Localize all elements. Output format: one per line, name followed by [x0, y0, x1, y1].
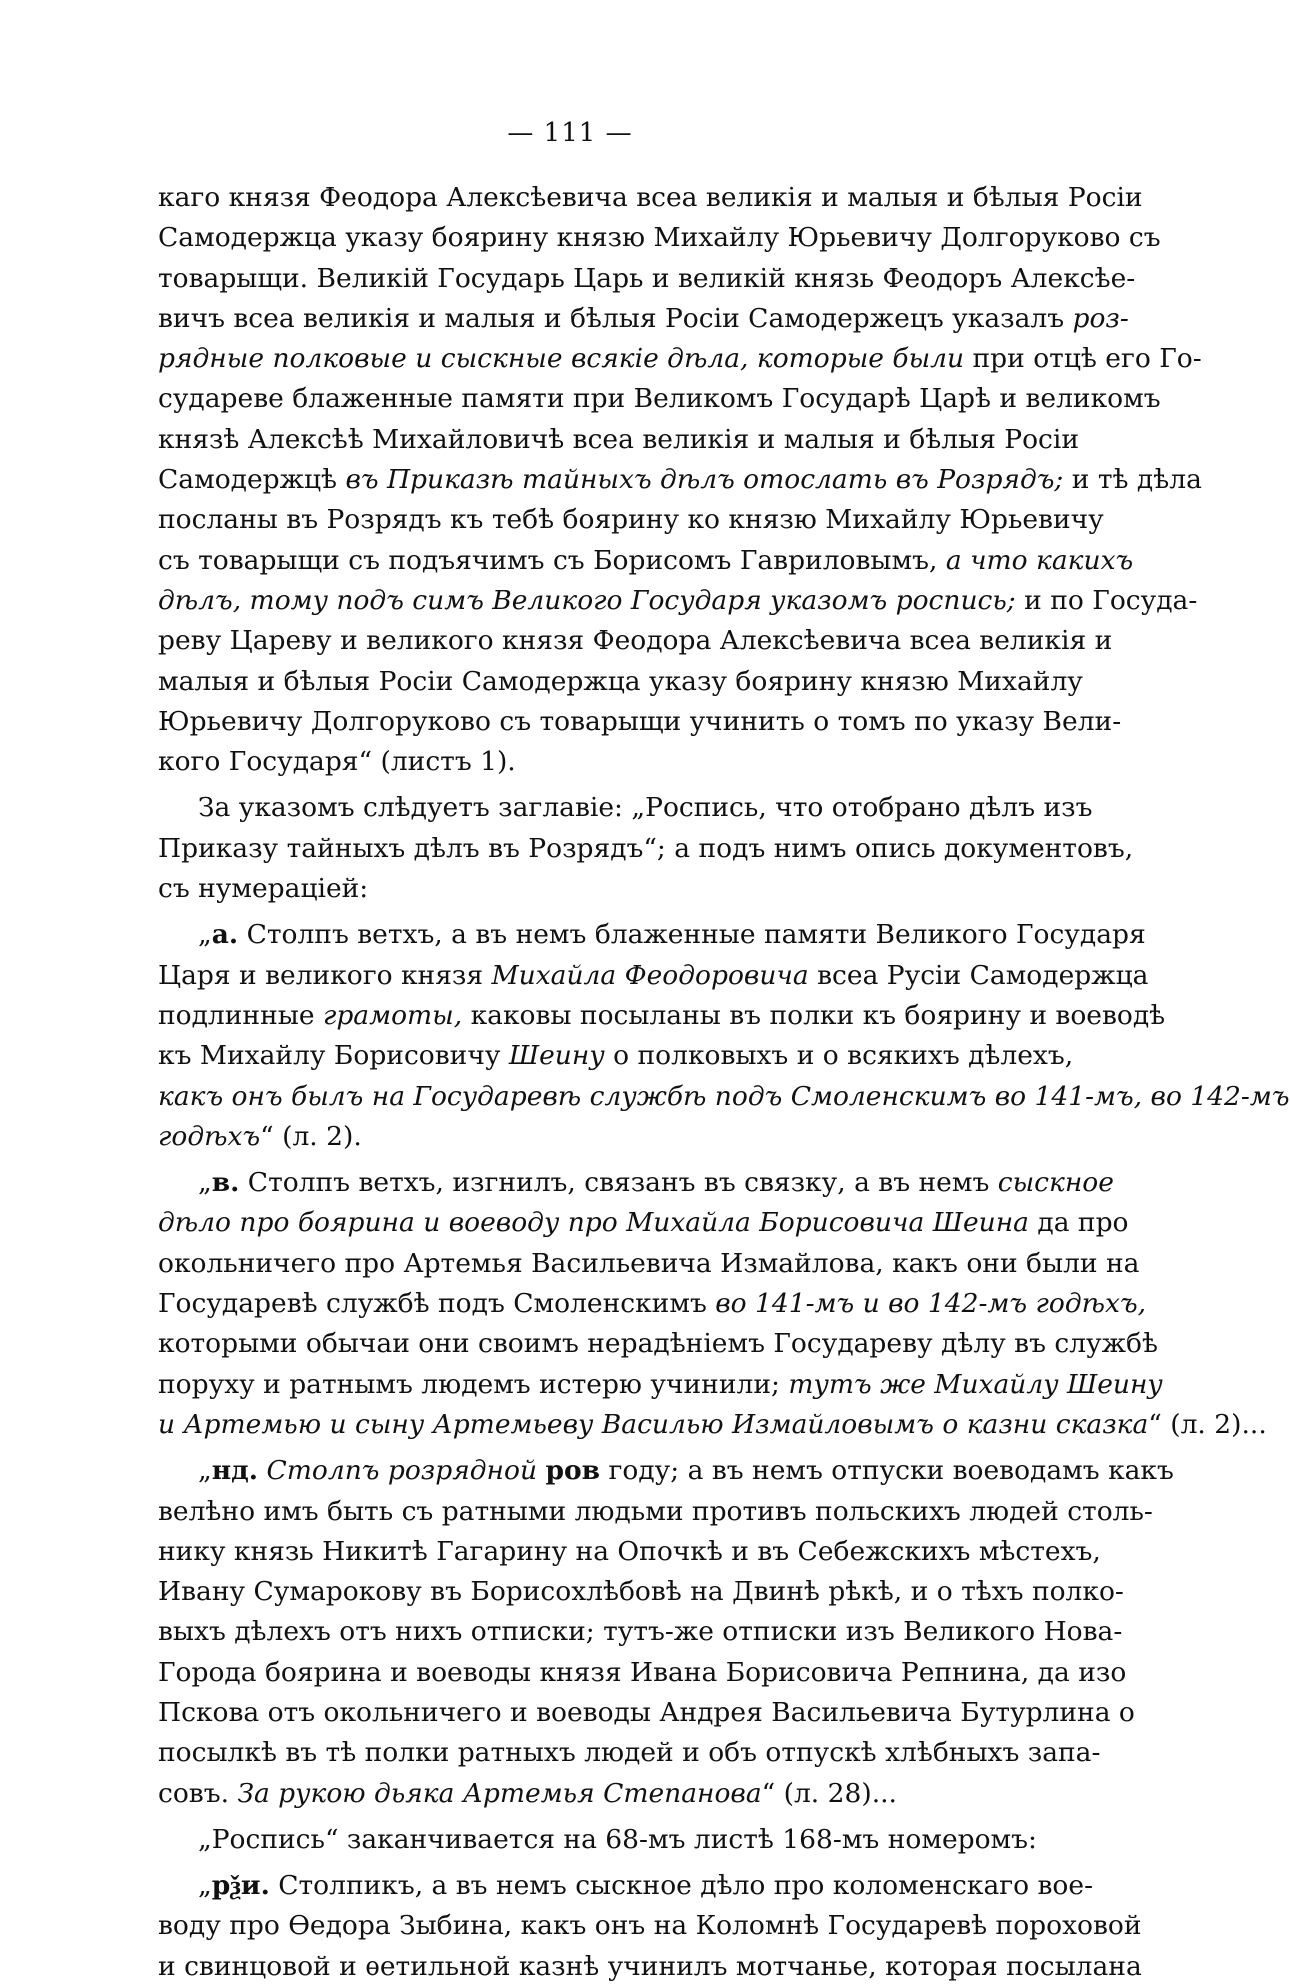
text-run: выхъ дѣлехъ отъ нихъ отписки; тутъ-же отписки изъ Великого Нова-: [158, 1616, 1123, 1648]
text-run: Столпикъ, а въ немъ сыскное дѣло про коломенскаго вое-: [269, 1870, 1094, 1902]
line-content: [158, 666, 1083, 697]
text-line: [158, 1733, 1101, 1773]
text-run: „: [198, 919, 212, 951]
line-content: [158, 1207, 1129, 1238]
line-content: [158, 746, 516, 777]
text-run: реву Цареву и великого князя Феодора Алексѣевича всеа великія и: [158, 625, 1113, 657]
line-content: [198, 792, 1092, 823]
italic-run: Михайла Феодоровича: [491, 959, 809, 991]
text-run: “ (л. 2).: [260, 1120, 362, 1152]
italic-run: годѣхъ: [158, 1120, 261, 1152]
italic-run: тутъ же Михайлу Шеину: [788, 1368, 1163, 1400]
text-line: [158, 178, 1143, 218]
line-content: [158, 1040, 1073, 1071]
text-run: и свинцовой и ѳетильной казнѣ учинилъ мотчанье, которая посылана: [158, 1950, 1142, 1982]
line-content: [158, 960, 1148, 991]
text-run: Юрьевичу Долгоруково съ товарыщи учинить о томъ по указу Вели-: [158, 705, 1122, 737]
line-content: [158, 222, 1161, 253]
line-content: [158, 464, 1202, 495]
text-run: судареве блаженные памяти при Великомъ Государѣ Царѣ и великомъ: [158, 383, 1161, 415]
text-run: съ товарыщи съ подъячимъ съ Борисомъ Гавриловымъ,: [158, 544, 946, 576]
text-run: и тѣ дѣла: [1063, 464, 1202, 496]
bold-run: рѯи.: [211, 1870, 270, 1902]
italic-run: грамоты,: [322, 999, 463, 1031]
text-line: [158, 1693, 1135, 1733]
text-line: [158, 1451, 1174, 1491]
line-content: [158, 1697, 1135, 1728]
text-run: князѣ Алексѣѣ Михайловичѣ всеа великія и малыя и бѣлыя Росіи: [158, 423, 1080, 455]
text-line: [158, 259, 1136, 299]
line-content: [158, 1248, 1139, 1279]
text-line: [158, 1036, 1074, 1076]
line-content: [158, 424, 1079, 455]
text-line: [158, 1117, 980, 1157]
line-content: [158, 182, 1143, 213]
line-content: [198, 1870, 1093, 1901]
text-line: [158, 788, 1093, 828]
italic-run: сыскное: [997, 1167, 1114, 1199]
text-run: Самодержца указу боярину князю Михайлу Юрьевичу Долгоруково съ: [158, 222, 1161, 254]
text-line: [158, 1947, 1142, 1987]
line-content: [158, 1081, 1290, 1112]
text-run: совъ.: [158, 1777, 238, 1809]
text-run: подлинные: [158, 999, 323, 1031]
text-line: [158, 1866, 1094, 1906]
text-run: Самодержцѣ: [158, 464, 346, 496]
text-line: [158, 742, 980, 782]
text-run: За указомъ слѣдуетъ заглавіе: „Роспись, что отобрано дѣлъ изъ: [198, 792, 1093, 824]
line-content: [158, 545, 1133, 576]
text-run: нику князь Никитѣ Гагарину на Опочкѣ и въ Себежскихъ мѣстехъ,: [158, 1535, 1101, 1567]
text-run: воду про Ѳедора Зыбина, какъ онъ на Коломнѣ Государевѣ пороховой: [158, 1910, 1142, 1942]
line-content: [198, 1824, 1037, 1855]
text-run: каковы посыланы въ полки къ боярину и воеводѣ: [462, 999, 1166, 1031]
text-line: [158, 1492, 1153, 1532]
text-run: „: [198, 1455, 212, 1487]
text-run: Приказу тайныхъ дѣлъ въ Розрядъ“; а подъ нимъ опись документовъ,: [158, 832, 1134, 864]
text-run: и по Госуда-: [1015, 584, 1198, 616]
bold-run: а.: [211, 919, 239, 951]
line-content: [158, 833, 1133, 864]
text-line: [158, 299, 1129, 339]
italic-run: роз-: [1072, 302, 1129, 334]
italic-run: во 141-мъ и во 142-мъ годѣхъ,: [715, 1288, 1147, 1320]
text-run: съ нумераціей:: [158, 873, 369, 905]
italic-run: въ Приказѣ тайныхъ дѣлъ отослать въ Розрядъ;: [345, 464, 1064, 496]
line-content: [158, 1576, 1124, 1607]
line-content: [158, 1616, 1122, 1647]
text-line: [158, 379, 1161, 419]
italic-run: Шеину: [508, 1040, 605, 1072]
text-run: которыми обычаи они своимъ нерадѣніемъ Государеву дѣлу въ службѣ: [158, 1328, 1158, 1360]
line-content: [158, 1288, 1146, 1319]
bold-run: в.: [211, 1167, 240, 1199]
text-run: поруху и ратнымъ людемъ истерю учинили;: [158, 1368, 789, 1400]
text-line: [158, 621, 1113, 661]
text-run: вичъ всеа великія и малыя и бѣлыя Росіи Самодержецъ указалъ: [158, 302, 1073, 334]
text-line: [158, 541, 1134, 581]
line-content: [158, 303, 1129, 334]
text-line: [158, 1077, 1290, 1117]
text-line: [158, 662, 1083, 702]
bold-run: ров: [545, 1455, 601, 1487]
text-line: [158, 829, 1134, 869]
text-run: “ (л. 2)...: [1148, 1408, 1267, 1440]
italic-run: дѣло про боярина и воеводу про Михайла Борисовича Шеина: [158, 1207, 1029, 1239]
text-run: окольничего про Артемья Васильевича Измайлова, какъ они были на: [158, 1247, 1140, 1279]
text-line: [158, 1405, 1267, 1445]
line-content: [158, 1657, 1126, 1688]
bold-run: нд.: [211, 1455, 259, 1487]
italic-run: а что какихъ: [945, 544, 1134, 576]
text-line: [158, 1906, 1142, 1946]
line-content: [198, 1455, 1174, 1486]
line-content: [158, 873, 368, 904]
text-line: [158, 581, 1198, 621]
line-content: [158, 625, 1112, 656]
text-run: товарыщи. Великій Государь Царь и великій князь Феодоръ Алексѣе-: [158, 262, 1136, 294]
text-line: [158, 218, 1161, 258]
text-line: [158, 1653, 1127, 1693]
line-content: [158, 1496, 1153, 1527]
text-run: Ивану Сумарокову въ Борисохлѣбовѣ на Двинѣ рѣкѣ, и о тѣхъ полко-: [158, 1576, 1124, 1608]
line-content: [158, 706, 1121, 737]
text-run: Пскова отъ окольничего и воеводы Андрея Васильевича Бутурлина о: [158, 1696, 1135, 1728]
text-line: [158, 1774, 980, 1814]
text-run: посланы въ Розрядъ къ тебѣ боярину ко князю Михайлу Юрьевичу: [158, 504, 1104, 536]
text-line: [158, 1324, 1158, 1364]
text-run: о полковыхъ и о всякихъ дѣлехъ,: [604, 1040, 1074, 1072]
text-run: Столпъ ветхъ, а въ немъ блаженные памяти Великого Государя: [238, 919, 1146, 951]
text-line: [158, 1572, 1124, 1612]
line-content: [158, 383, 1161, 414]
text-line: [158, 1203, 1129, 1243]
text-line: [158, 1532, 1101, 1572]
text-run: кого Государя“ (листъ 1).: [158, 746, 516, 778]
italic-run: За рукою дьяка Артемья Степанова: [237, 1777, 762, 1809]
italic-run: Столпъ розрядной: [266, 1455, 538, 1487]
text-line: [158, 702, 1122, 742]
italic-run: рядные полковые и сыскные всякіе дѣла, которые были: [158, 343, 965, 375]
line-content: [158, 1409, 1267, 1440]
text-run: къ Михайлу Борисовичу: [158, 1040, 509, 1072]
text-run: велѣно имъ быть съ ратными людьми противъ польскихъ людей столь-: [158, 1495, 1153, 1527]
line-content: [198, 1167, 1114, 1198]
italic-run: какъ онъ былъ на Государевѣ службѣ подъ Смоленскимъ во 141-мъ, во 142-мъ: [158, 1080, 1290, 1112]
line-content: [158, 263, 1135, 294]
text-line: [158, 339, 1202, 379]
line-content: [158, 1910, 1142, 1941]
text-run: “ (л. 28)...: [761, 1777, 897, 1809]
text-line: [158, 956, 1149, 996]
line-content: [158, 1737, 1100, 1768]
text-run: году; а въ немъ отпуски воеводамъ какъ: [600, 1455, 1174, 1487]
text-line: [158, 460, 1202, 500]
text-run: „: [198, 1167, 212, 1199]
text-run: Столпъ ветхъ, изгнилъ, связанъ въ связку, а въ немъ: [239, 1167, 998, 1199]
text-line: [158, 996, 1166, 1036]
line-content: [198, 919, 1146, 950]
text-run: каго князя Феодора Алексѣевича всеа великія и малыя и бѣлыя Росіи: [158, 182, 1143, 213]
line-content: [158, 1000, 1165, 1031]
text-run: да про: [1028, 1207, 1129, 1239]
text-line: [158, 1365, 1163, 1405]
text-line: [158, 1820, 1037, 1860]
text-line: [158, 500, 1104, 540]
line-content: [158, 585, 1197, 616]
text-line: [158, 1612, 1123, 1652]
text-run: Царя и великого князя: [158, 959, 492, 991]
text-run: при отцѣ его Го-: [964, 343, 1202, 375]
page-number: — 111 —: [507, 118, 633, 148]
italic-run: и Артемью и сыну Артемьеву Василью Измайловымъ о казни сказка: [158, 1408, 1149, 1440]
line-content: [158, 1328, 1158, 1359]
text-line: [158, 1163, 1114, 1203]
text-run: всеа Русіи Самодержца: [808, 959, 1149, 991]
text-run: „: [198, 1870, 212, 1902]
text-run: малыя и бѣлыя Росіи Самодержца указу боярину князю Михайлу: [158, 665, 1083, 697]
line-content: [158, 1121, 362, 1152]
text-line: [158, 1244, 1140, 1284]
line-content: [158, 1951, 1142, 1982]
line-content: [158, 343, 1202, 374]
italic-run: дѣлъ, тому подъ симъ Великого Государя указомъ роспись;: [158, 584, 1016, 616]
text-line: [158, 915, 1146, 955]
line-content: [158, 504, 1104, 535]
line-content: [158, 1536, 1101, 1567]
text-run: „Роспись“ заканчивается на 68-мъ листѣ 168-мъ номеромъ:: [198, 1823, 1037, 1855]
text-line: [158, 869, 980, 909]
body-text: [158, 178, 1290, 1987]
text-run: посылкѣ въ тѣ полки ратныхъ людей и объ отпускѣ хлѣбныхъ запа-: [158, 1737, 1101, 1769]
text-line: [158, 1284, 1147, 1324]
text-line: [158, 420, 1080, 460]
line-content: [158, 1778, 897, 1809]
text-run: Города боярина и воеводы князя Ивана Борисовича Репнина, да изо: [158, 1656, 1127, 1688]
line-content: [158, 1369, 1163, 1400]
text-run: Государевѣ службѣ подъ Смоленскимъ: [158, 1288, 716, 1320]
